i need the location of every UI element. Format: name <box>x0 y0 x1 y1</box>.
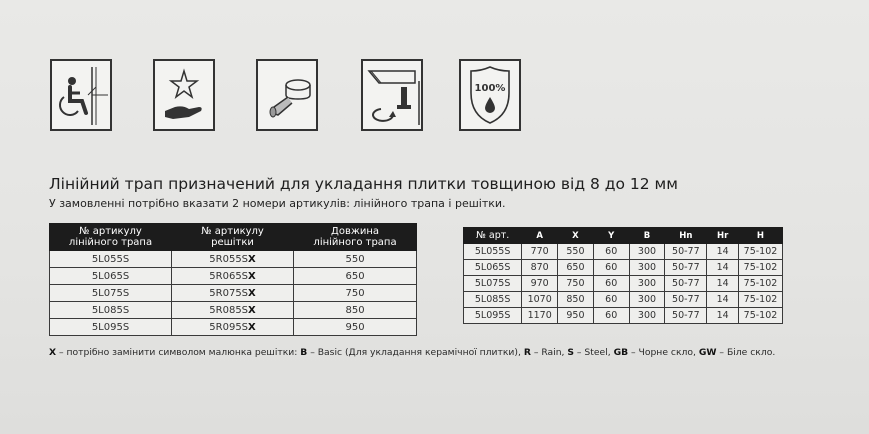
y-cell: 60 <box>593 244 629 260</box>
wheelchair-accessible-icon <box>50 59 112 131</box>
a-cell: 770 <box>522 244 558 260</box>
column-header-x: X <box>558 228 594 244</box>
column-header-drain-article: № артикулу лінійного трапа <box>50 224 172 251</box>
grate-article-cell: 5R065SX <box>172 268 294 285</box>
y-cell: 60 <box>593 260 629 276</box>
length-cell: 850 <box>294 302 417 319</box>
table-row <box>50 251 417 268</box>
hr-cell: 14 <box>707 292 739 308</box>
h-cell: 75-102 <box>738 244 782 260</box>
waterproof-100-icon <box>459 59 521 131</box>
hr-cell: 14 <box>707 276 739 292</box>
grate-article-cell: 5R095SX <box>172 319 294 336</box>
hr-cell: 14 <box>707 244 739 260</box>
column-header-a: A <box>522 228 558 244</box>
a-cell: 1170 <box>522 308 558 324</box>
drain-article-cell: 5L095S <box>50 319 172 336</box>
y-cell: 60 <box>593 308 629 324</box>
h-cell: 75-102 <box>738 276 782 292</box>
length-cell: 650 <box>294 268 417 285</box>
column-header-y: Y <box>593 228 629 244</box>
a-cell: 1070 <box>522 292 558 308</box>
table-row <box>464 244 783 260</box>
table-row <box>50 268 417 285</box>
hr-cell: 14 <box>707 308 739 324</box>
table-row <box>50 302 417 319</box>
hand-star-quality-icon <box>153 59 215 131</box>
siphon-drain-icon <box>256 59 318 131</box>
y-cell: 60 <box>593 276 629 292</box>
b-cell: 300 <box>629 276 665 292</box>
waterproof-label: 100% <box>474 83 506 94</box>
column-header-hn: Hn <box>665 228 707 244</box>
column-header-grate-article: № артикулу решітки <box>172 224 294 251</box>
feature-icons-row <box>50 59 562 131</box>
grate-symbol-note: X – потрібно замінити символом малюнка решітки: B – Basic (Для укладання керамічної плитки), R – Rain, S – Steel, GB – Чорне скло, GW – Біле скло. <box>49 347 776 358</box>
grate-article-cell: 5R055SX <box>172 251 294 268</box>
grate-article-cell: 5R085SX <box>172 302 294 319</box>
y-cell: 60 <box>593 292 629 308</box>
column-header-h: H <box>738 228 782 244</box>
b-cell: 300 <box>629 260 665 276</box>
table-row <box>50 285 417 302</box>
hn-cell: 50-77 <box>665 308 707 324</box>
hn-cell: 50-77 <box>665 244 707 260</box>
x-cell: 550 <box>558 244 594 260</box>
article-cell: 5L065S <box>464 260 522 276</box>
b-cell: 300 <box>629 244 665 260</box>
installation-adjustable-feet-icon <box>361 59 423 131</box>
column-header-b: B <box>629 228 665 244</box>
x-cell: 650 <box>558 260 594 276</box>
h-cell: 75-102 <box>738 308 782 324</box>
order-instruction: У замовленні потрібно вказати 2 номери артикулів: лінійного трапа і решітки. <box>49 197 506 210</box>
hn-cell: 50-77 <box>665 260 707 276</box>
dimensions-table <box>463 227 783 324</box>
article-cell: 5L085S <box>464 292 522 308</box>
drain-article-cell: 5L085S <box>50 302 172 319</box>
a-cell: 870 <box>522 260 558 276</box>
hr-cell: 14 <box>707 260 739 276</box>
h-cell: 75-102 <box>738 292 782 308</box>
table-row <box>464 260 783 276</box>
article-cell: 5L095S <box>464 308 522 324</box>
article-cell: 5L055S <box>464 244 522 260</box>
length-cell: 750 <box>294 285 417 302</box>
hn-cell: 50-77 <box>665 292 707 308</box>
hn-cell: 50-77 <box>665 276 707 292</box>
a-cell: 970 <box>522 276 558 292</box>
x-cell: 850 <box>558 292 594 308</box>
table-row <box>50 319 417 336</box>
x-cell: 950 <box>558 308 594 324</box>
drain-article-cell: 5L075S <box>50 285 172 302</box>
x-cell: 750 <box>558 276 594 292</box>
b-cell: 300 <box>629 308 665 324</box>
drain-article-cell: 5L065S <box>50 268 172 285</box>
table-row <box>464 308 783 324</box>
table-header-row <box>50 224 417 251</box>
page-heading: Лінійний трап призначений для укладання плитки товщиною від 8 до 12 мм <box>49 175 678 193</box>
article-numbers-table <box>49 223 417 336</box>
h-cell: 75-102 <box>738 260 782 276</box>
column-header-hr: Hr <box>707 228 739 244</box>
column-header-drain-length: Довжина лінійного трапа <box>294 224 417 251</box>
column-header-article: № арт. <box>464 228 522 244</box>
drain-article-cell: 5L055S <box>50 251 172 268</box>
article-cell: 5L075S <box>464 276 522 292</box>
table-row <box>464 292 783 308</box>
table-header-row <box>464 228 783 244</box>
length-cell: 950 <box>294 319 417 336</box>
grate-article-cell: 5R075SX <box>172 285 294 302</box>
table-row <box>464 276 783 292</box>
length-cell: 550 <box>294 251 417 268</box>
b-cell: 300 <box>629 292 665 308</box>
